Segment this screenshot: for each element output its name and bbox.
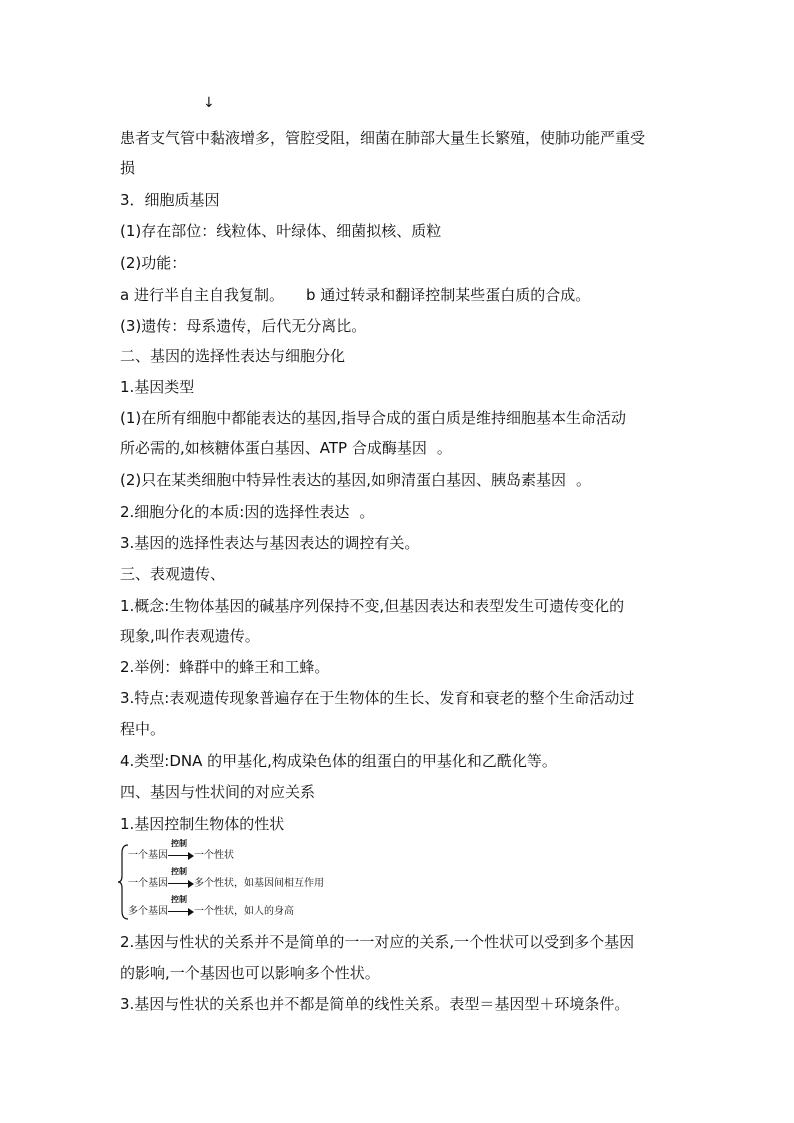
text-line (120, 438, 690, 458)
function-b: b 通过转录和翻译控制某些蛋白质的合成。 (305, 286, 591, 304)
text-line: 2.举例：蜂群中的蜂王和工蜂。 (120, 658, 330, 676)
text-line: 的影响,一个基因也可以影响多个性状。 (120, 964, 380, 982)
text-span: 。 (436, 439, 452, 457)
text-line: (1)存在部位：线粒体、叶绿体、细菌拟核、质粒 (120, 222, 442, 240)
diagram-source: 多个基因 (128, 906, 168, 917)
text-line: 现象,叫作表观遗传。 (120, 627, 260, 645)
text-line: (1)在所有细胞中都能表达的基因,指导合成的蛋白质是维持细胞基本生命活动 (120, 409, 627, 427)
diagram-row (128, 867, 324, 893)
gene-trait-diagram (118, 839, 378, 923)
section-heading: 三、表观遗传、 (120, 565, 226, 583)
text-line: 程中。 (120, 720, 166, 738)
diagram-target: 多个性状，如基因间相互作用 (194, 878, 324, 889)
text-line: 损 (120, 159, 136, 177)
text-line: 2.基因与性状的关系并不是简单的一一对应的关系,一个性状可以受到多个基因 (120, 933, 635, 951)
text-line: 患者支气管中黏液增多，管腔受阻，细菌在肺部大量生长繁殖，使肺功能严重受 (120, 129, 646, 147)
text-span: (2)只在某类细胞中特异性表达的基因,如卵清蛋白基因、胰岛素基因 (120, 471, 567, 489)
diagram-row (128, 895, 294, 921)
diagram-source: 一个基因 (128, 850, 168, 861)
text-span: 。 (359, 503, 375, 521)
diagram-source: 一个基因 (128, 878, 168, 889)
arrow-label: 控制 (171, 839, 187, 848)
text-span: 所必需的,如核糖体蛋白基因、ATP 合成酶基因 (120, 439, 427, 457)
control-arrow-icon (168, 867, 194, 893)
text-line (120, 502, 690, 522)
text-line (120, 285, 690, 305)
diagram-target: 一个性状，如人的身高 (194, 906, 294, 917)
text-line: 1.概念:生物体基因的碱基序列保持不变,但基因表达和表型发生可遗传变化的 (120, 597, 625, 615)
control-arrow-icon (168, 895, 194, 921)
arrow-label: 控制 (171, 895, 187, 904)
section-heading: 3．细胞质基因 (120, 191, 220, 209)
text-line: (3)遗传：母系遗传，后代无分离比。 (120, 317, 367, 335)
subsection-heading: 1.基因控制生物体的性状 (120, 815, 285, 833)
diagram-target: 一个性状 (194, 850, 234, 861)
text-line: (2)功能： (120, 254, 187, 272)
down-arrow-icon: ↓ (203, 95, 215, 111)
text-line: 3.基因的选择性表达与基因表达的调控有关。 (120, 534, 420, 552)
text-span: 。 (576, 471, 592, 489)
function-a: a 进行半自主自我复制。 (120, 286, 284, 304)
text-line: 3.特点:表观遗传现象普遍存在于生物体的生长、发育和衰老的整个生命活动过 (120, 689, 635, 707)
section-heading: 二、基因的选择性表达与细胞分化 (120, 347, 346, 365)
arrow-label: 控制 (171, 867, 187, 876)
text-line: 3.基因与性状的关系也并不都是简单的线性关系。表型＝基因型＋环境条件。 (120, 995, 630, 1013)
text-line: 4.类型:DNA 的甲基化,构成染色体的组蛋白的甲基化和乙酰化等。 (120, 752, 557, 770)
text-line (120, 470, 690, 490)
control-arrow-icon (168, 839, 194, 865)
subsection-heading: 1.基因类型 (120, 378, 195, 396)
section-heading: 四、基因与性状间的对应关系 (120, 783, 316, 801)
text-span: 2.细胞分化的本质:因的选择性表达 (120, 503, 350, 521)
diagram-row (128, 839, 234, 865)
